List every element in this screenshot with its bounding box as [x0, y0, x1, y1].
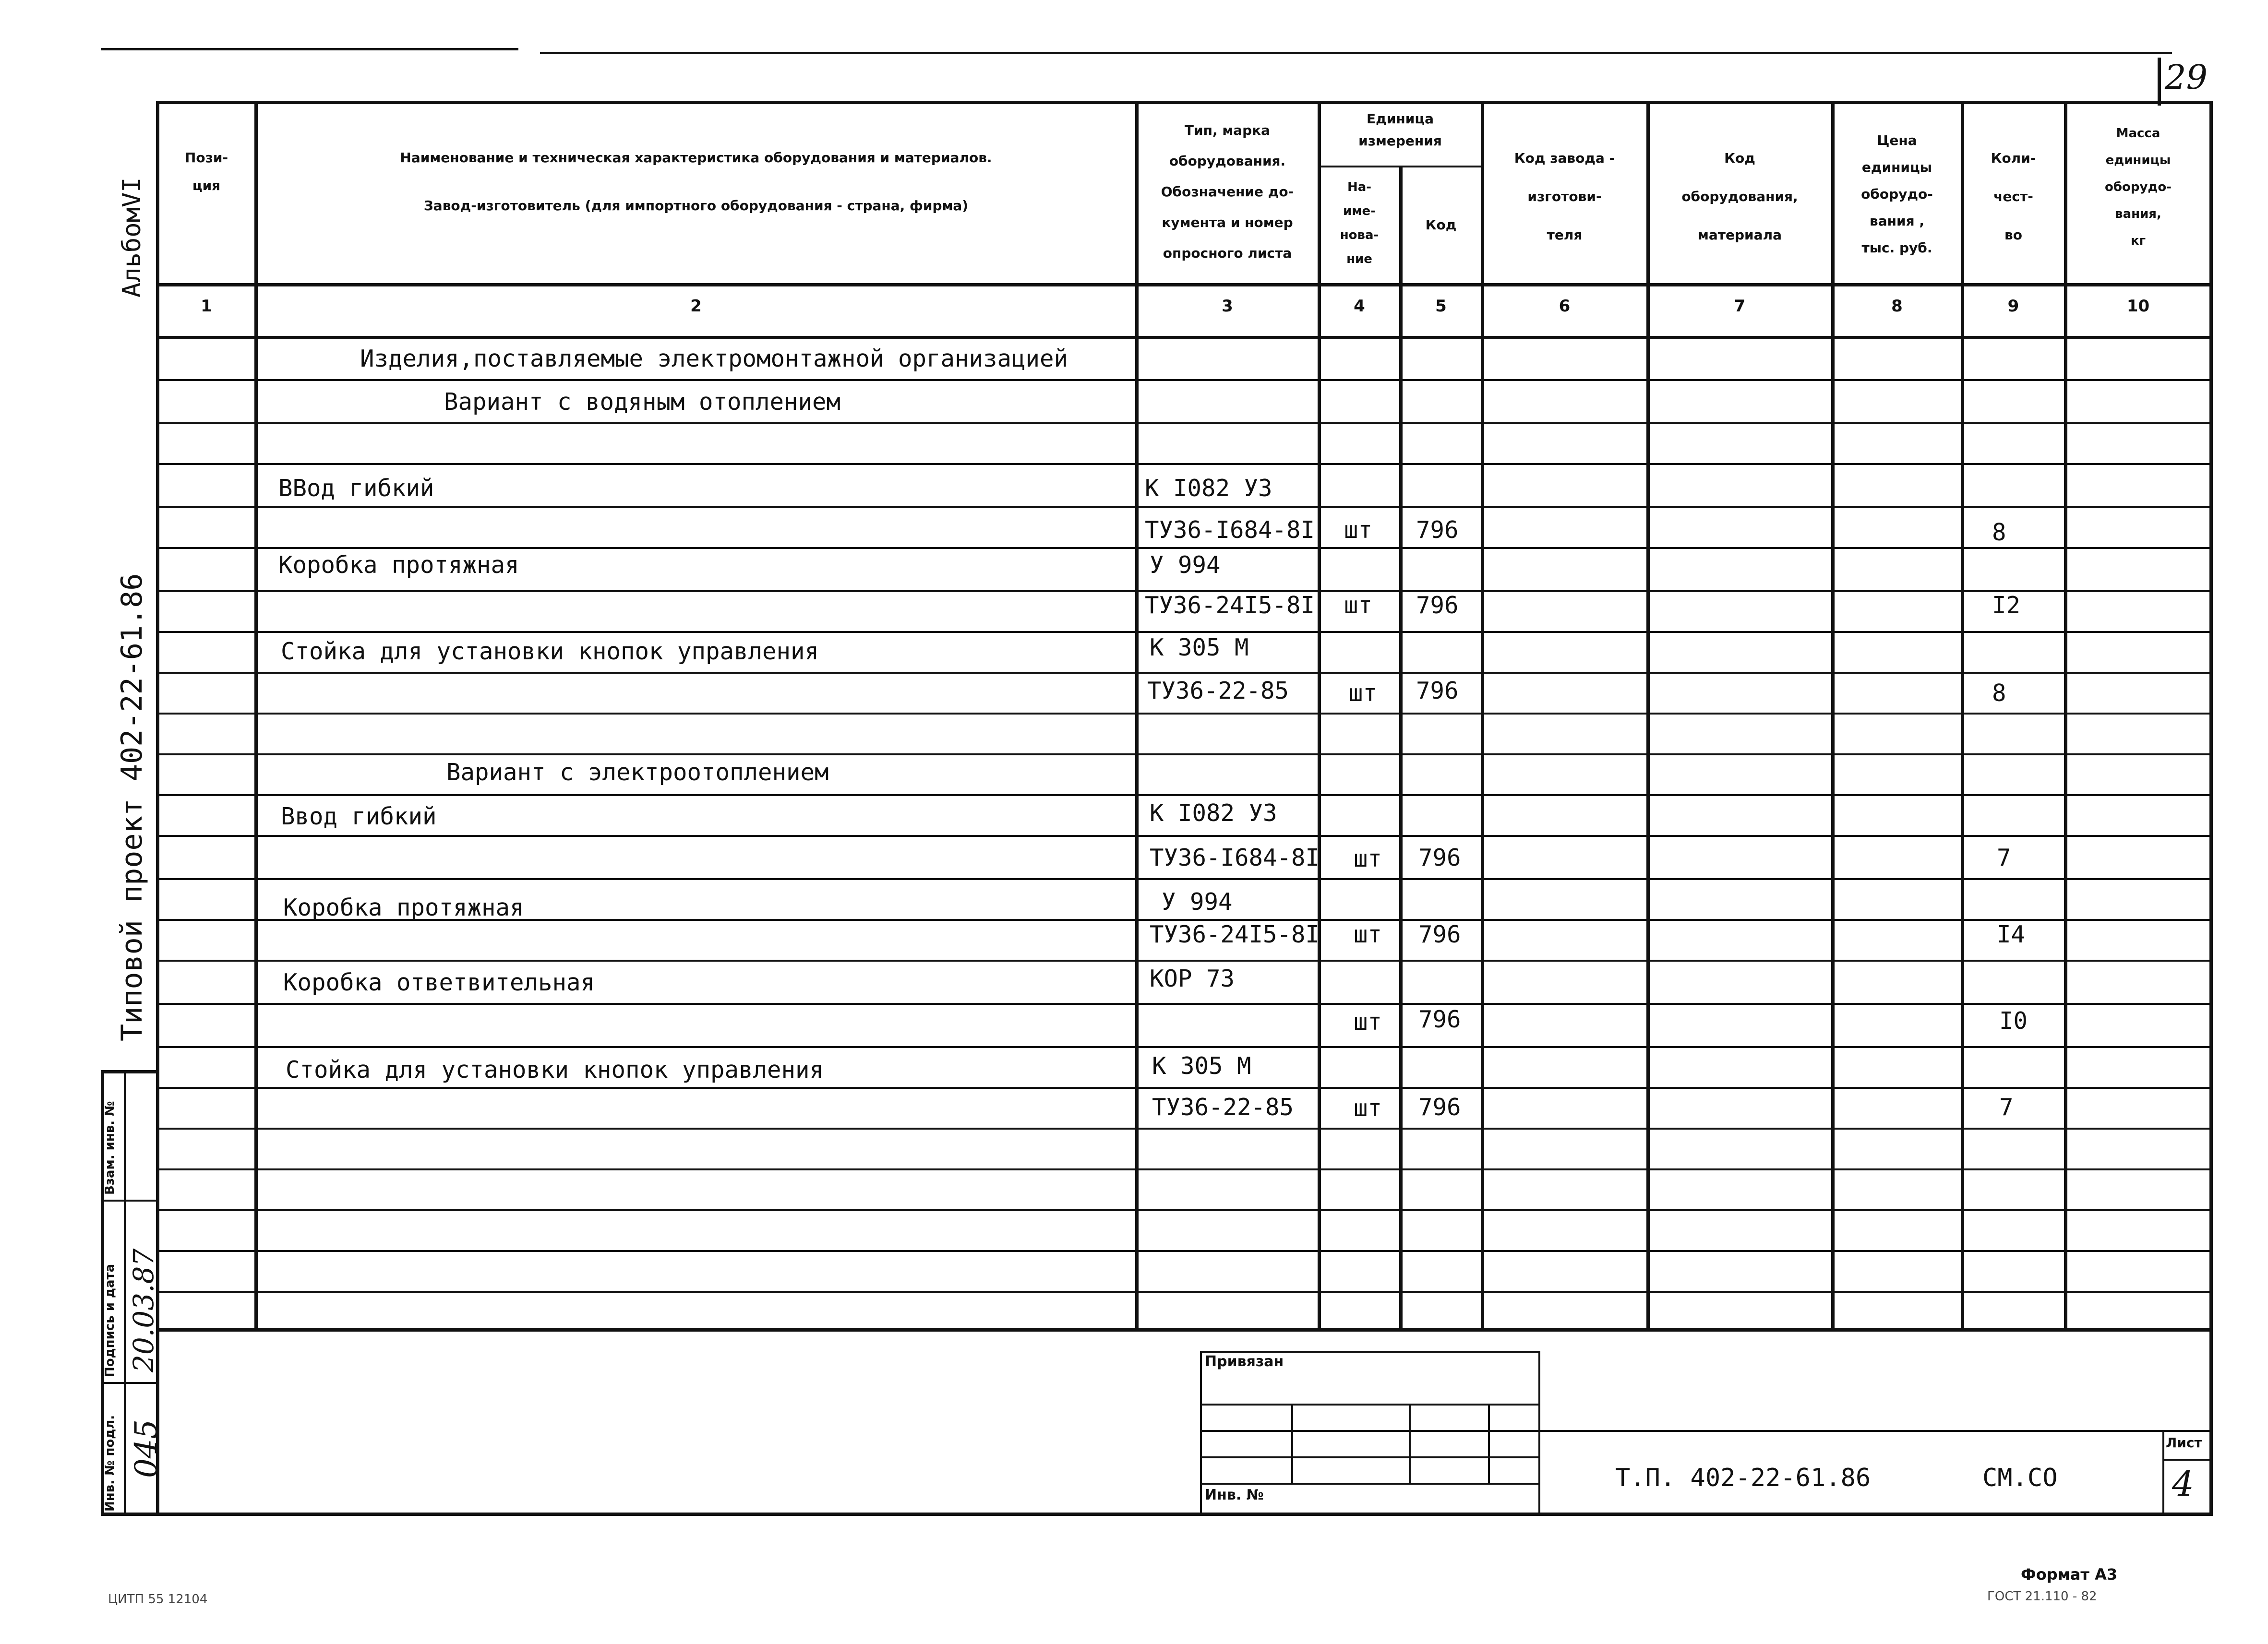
- row-line: [156, 1003, 2213, 1005]
- colnum-9: 9: [2007, 297, 2019, 316]
- row-line: [156, 463, 2213, 465]
- colnum-5: 5: [1435, 297, 1447, 316]
- col-line-1: [254, 101, 258, 1328]
- row-line: [156, 753, 2213, 755]
- top-line-left: [101, 48, 518, 50]
- row-type: У 994: [1162, 888, 1233, 916]
- footer-left-code: ЦИТП 55 12104: [108, 1592, 208, 1607]
- frame-top: [156, 101, 2213, 104]
- row-qty: I4: [1997, 921, 2026, 948]
- row-name: Коробка протяжная: [283, 894, 524, 921]
- row-line: [156, 1168, 2213, 1170]
- row-type: К 305 М: [1150, 634, 1249, 661]
- tb-line: [2162, 1459, 2213, 1461]
- row-unit: шт: [1354, 921, 1382, 948]
- vzam-label: Взам. инв. №: [103, 1101, 117, 1195]
- table-bottom-border: [156, 1328, 2213, 1332]
- colnum-10: 10: [2126, 297, 2150, 316]
- page-number-box-edge: [2158, 58, 2161, 106]
- variant-water-heading: Вариант с водяным отоплением: [444, 388, 841, 416]
- header-name-line1: Наименование и техническая характеристика оборудования и материалов.: [400, 150, 992, 166]
- row-code: 796: [1416, 592, 1459, 619]
- colnum-2: 2: [690, 297, 702, 316]
- row-line: [156, 835, 2213, 837]
- row-name: Коробка протяжная: [278, 551, 519, 579]
- colnum-1: 1: [201, 297, 212, 316]
- header-factory-code: Код завода - изготови- теля: [1514, 150, 1615, 243]
- row-unit: шт: [1344, 516, 1373, 544]
- tb-line: [1200, 1351, 1538, 1353]
- col-line-9: [2064, 101, 2067, 1328]
- row-line: [156, 631, 2213, 633]
- row-unit: шт: [1354, 845, 1382, 872]
- colnum-6: 6: [1559, 297, 1571, 316]
- row-type: ТУ36-24I5-8I: [1150, 921, 1320, 948]
- row-code: 796: [1418, 844, 1461, 871]
- row-line: [156, 1291, 2213, 1293]
- row-qty: 8: [1992, 519, 2006, 546]
- header-name-line2: Завод-изготовитель (для импортного оборудования - страна, фирма): [423, 198, 969, 214]
- row-line: [156, 878, 2213, 880]
- colnum-8: 8: [1891, 297, 1903, 316]
- row-line: [156, 672, 2213, 674]
- inv-podl-label: Инв. № подл.: [103, 1415, 117, 1512]
- row-qty: 7: [1997, 844, 2011, 871]
- row-code: 796: [1416, 516, 1459, 544]
- inv-podl-value: 045: [129, 1419, 164, 1478]
- tb-line: [1488, 1404, 1490, 1483]
- side-stamp-sep1: [101, 1200, 157, 1202]
- row-line: [156, 713, 2213, 715]
- col-line-2: [1135, 101, 1139, 1328]
- row-type: ТУ36-24I5-8I: [1145, 592, 1315, 619]
- tb-line: [2162, 1430, 2164, 1513]
- row-name: Стойка для установки кнопок управления: [281, 638, 819, 665]
- tb-line: [1200, 1430, 2213, 1432]
- privyazan-label: Привязан: [1205, 1353, 1284, 1370]
- row-code: 796: [1418, 1006, 1461, 1033]
- colnum-4: 4: [1354, 297, 1365, 316]
- tb-line: [1409, 1404, 1411, 1483]
- side-stamp-sep2: [101, 1382, 157, 1384]
- row-name: Стойка для установки кнопок управления: [286, 1056, 824, 1084]
- row-line: [156, 1046, 2213, 1048]
- row-unit: шт: [1354, 1008, 1382, 1036]
- header-bottom: [156, 283, 2213, 286]
- row-line: [156, 794, 2213, 796]
- row-line: [156, 1128, 2213, 1130]
- format-label: Формат А3: [2021, 1565, 2118, 1584]
- tb-line: [1291, 1404, 1293, 1483]
- row-line: [156, 547, 2213, 549]
- row-unit: шт: [1354, 1095, 1382, 1122]
- col-line-5: [1481, 101, 1484, 1328]
- row-unit: шт: [1349, 679, 1378, 707]
- header-position: Пози- ция: [184, 150, 228, 193]
- row-type: ТУ36-22-85: [1147, 677, 1289, 704]
- footer-right-code: ГОСТ 21.110 - 82: [1987, 1589, 2097, 1604]
- sheet-code: СМ.СО: [1982, 1464, 2058, 1492]
- row-line: [156, 422, 2213, 424]
- col-line-3: [1318, 101, 1321, 1328]
- list-label: Лист: [2166, 1435, 2202, 1451]
- row-type: КОР 73: [1150, 965, 1235, 992]
- side-stamp-divider: [124, 1070, 126, 1515]
- row-qty: 8: [1992, 679, 2006, 707]
- row-type: ТУ36-22-85: [1152, 1094, 1294, 1121]
- project-label: Типовой проект 402-22-61.86: [115, 573, 149, 1041]
- header-unit-name: На- име- нова- ние: [1340, 180, 1379, 266]
- row-unit: шт: [1344, 592, 1373, 619]
- row-line: [156, 960, 2213, 962]
- variant-electric-heading: Вариант с электроотоплением: [446, 759, 829, 786]
- row-type: ТУ36-I684-8I: [1150, 844, 1320, 871]
- header-equipment-code: Код оборудования, материала: [1681, 150, 1798, 243]
- inv-no-label: Инв. №: [1205, 1487, 1264, 1503]
- sign-date-label: Подпись и дата: [103, 1263, 117, 1377]
- row-qty: I2: [1992, 592, 2021, 619]
- row-code: 796: [1418, 1094, 1461, 1121]
- col-line-6: [1646, 101, 1650, 1328]
- header-price: Цена единицы оборудо- вания , тыс. руб.: [1861, 132, 1933, 256]
- row-name: ВВод гибкий: [278, 475, 434, 502]
- header-quantity: Коли- чест- во: [1991, 150, 2036, 243]
- top-line-right: [540, 52, 2172, 54]
- row-line: [156, 1250, 2213, 1252]
- row-line: [156, 1209, 2213, 1211]
- col-line-4: [1399, 166, 1403, 1328]
- row-line: [156, 379, 2213, 381]
- row-type: К I082 У3: [1150, 799, 1277, 827]
- row-qty: I0: [1999, 1007, 2028, 1035]
- sign-date-value: 20.03.87: [127, 1248, 160, 1372]
- tb-line: [1200, 1483, 1538, 1485]
- row-name: Коробка ответвительная: [283, 969, 595, 996]
- row-line: [156, 1087, 2213, 1089]
- header-unit: Единица измерения: [1358, 111, 1442, 149]
- row-code: 796: [1416, 677, 1459, 704]
- row-qty: 7: [1999, 1094, 2014, 1121]
- row-type: У 994: [1150, 551, 1221, 579]
- side-stamp-top: [101, 1070, 157, 1073]
- frame-bottom: [101, 1513, 2213, 1516]
- list-value: 4: [2172, 1464, 2194, 1504]
- section-heading: Изделия,поставляемые электромонтажной организацией: [360, 345, 1068, 372]
- col-line-8: [1961, 101, 1964, 1328]
- row-type: К I082 У3: [1145, 475, 1272, 502]
- header-mass: Масса единицы оборудо- вания, кг: [2104, 126, 2172, 248]
- colnum-bottom: [156, 336, 2213, 339]
- row-line: [156, 506, 2213, 508]
- frame-right: [2209, 101, 2213, 1515]
- album-label: АльбомVI: [118, 177, 146, 298]
- row-type: К 305 М: [1152, 1052, 1251, 1080]
- colnum-3: 3: [1222, 297, 1233, 316]
- header-unit-code: Код: [1425, 217, 1457, 233]
- doc-code: Т.П. 402-22-61.86: [1615, 1464, 1871, 1492]
- col-line-7: [1831, 101, 1835, 1328]
- row-code: 796: [1418, 921, 1461, 948]
- colnum-7: 7: [1734, 297, 1746, 316]
- row-type: ТУ36-I684-8I: [1145, 516, 1315, 544]
- header-type: Тип, марка оборудования. Обозначение до- кумента и номер опросного листа: [1161, 122, 1294, 261]
- row-name: Ввод гибкий: [281, 803, 437, 830]
- page-number: 29: [2165, 58, 2208, 97]
